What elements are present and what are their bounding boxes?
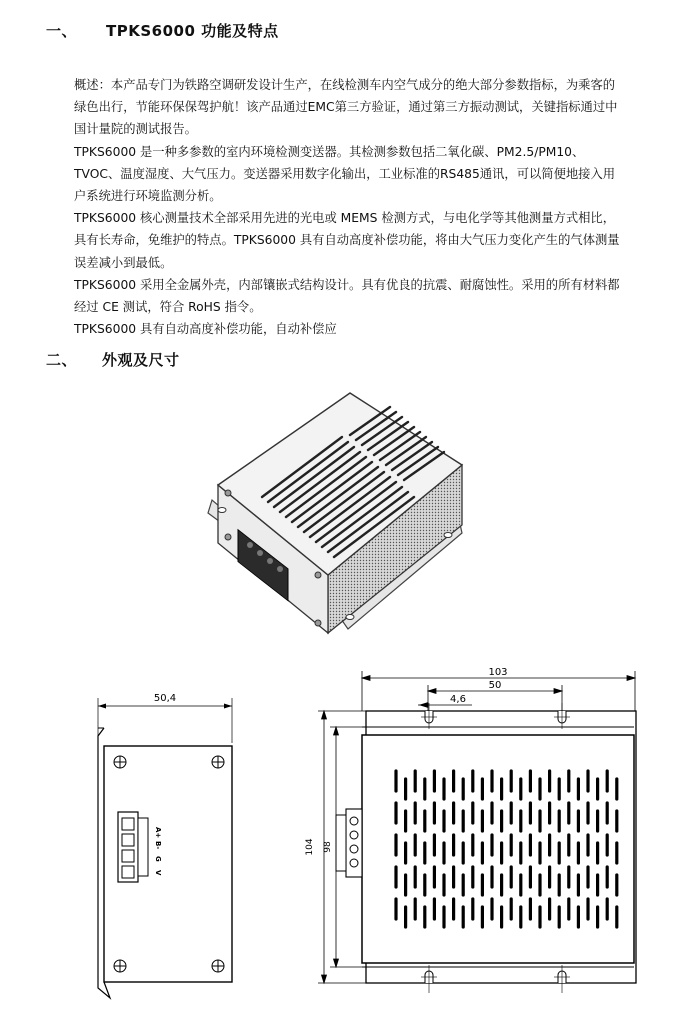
terminal-label-a: A+	[154, 827, 162, 839]
side-width-label: 50,4	[153, 693, 177, 704]
outer-height-label: 104	[305, 838, 315, 856]
paragraph-technology: TPKS6000 核心测量技术全部采用先进的光电或 MEMS 检测方式，与电化学等其他测量方式相比，具有长寿命，免维护的特点。TPKS6000 具有自动高度补偿功能，将由大气压力变化产生的气体测量误差减小到最低。	[74, 211, 620, 270]
paragraph-housing: TPKS6000 采用全金属外壳，内部镶嵌式结构设计。具有优良的抗震、耐腐蚀性。采用的所有材料都经过 CE 测试，符合 RoHS 指令。	[74, 277, 620, 315]
description-body	[74, 74, 624, 340]
slot-width-label: 4,6	[450, 694, 466, 705]
terminal-label-g: G	[154, 856, 162, 862]
terminal-label-v: V	[154, 870, 162, 876]
section-title: TPKS6000 功能及特点	[106, 22, 279, 40]
top-view-drawing	[300, 663, 650, 1013]
section-number: 一、	[46, 22, 78, 40]
section-title: 外观及尺寸	[102, 351, 180, 369]
side-view-drawing	[80, 688, 250, 1008]
paragraph-compensation: TPKS6000 具有自动高度补偿功能，自动补偿应	[74, 322, 337, 337]
top-width-label: 103	[488, 667, 508, 678]
paragraph-parameters: TPKS6000 是一种多参数的室内环境检测变送器。其检测参数包括二氧化碳、PM2.5/PM10、TVOC、温度湿度、大气压力。变送器采用数字化输出，工业标准的RS485通讯，可以简便地接入用户系统进行环境监测分析。	[74, 144, 616, 204]
terminal-label-b: B-	[154, 841, 162, 850]
product-photo	[200, 385, 470, 640]
section-number: 二、	[46, 351, 78, 369]
inner-height-label: 98	[323, 841, 333, 853]
paragraph-overview: 概述：本产品专门为铁路空调研发设计生产，在线检测车内空气成分的绝大部分参数指标，为乘客的绿色出行，节能环保保驾护航！该产品通过EMC第三方验证，通过第三方振动测试，关键指标通过中国计量院的测试报告。	[74, 78, 618, 137]
section-heading-1	[46, 20, 279, 41]
section-heading-2	[46, 349, 180, 370]
hole-spacing-label: 50	[488, 680, 502, 691]
